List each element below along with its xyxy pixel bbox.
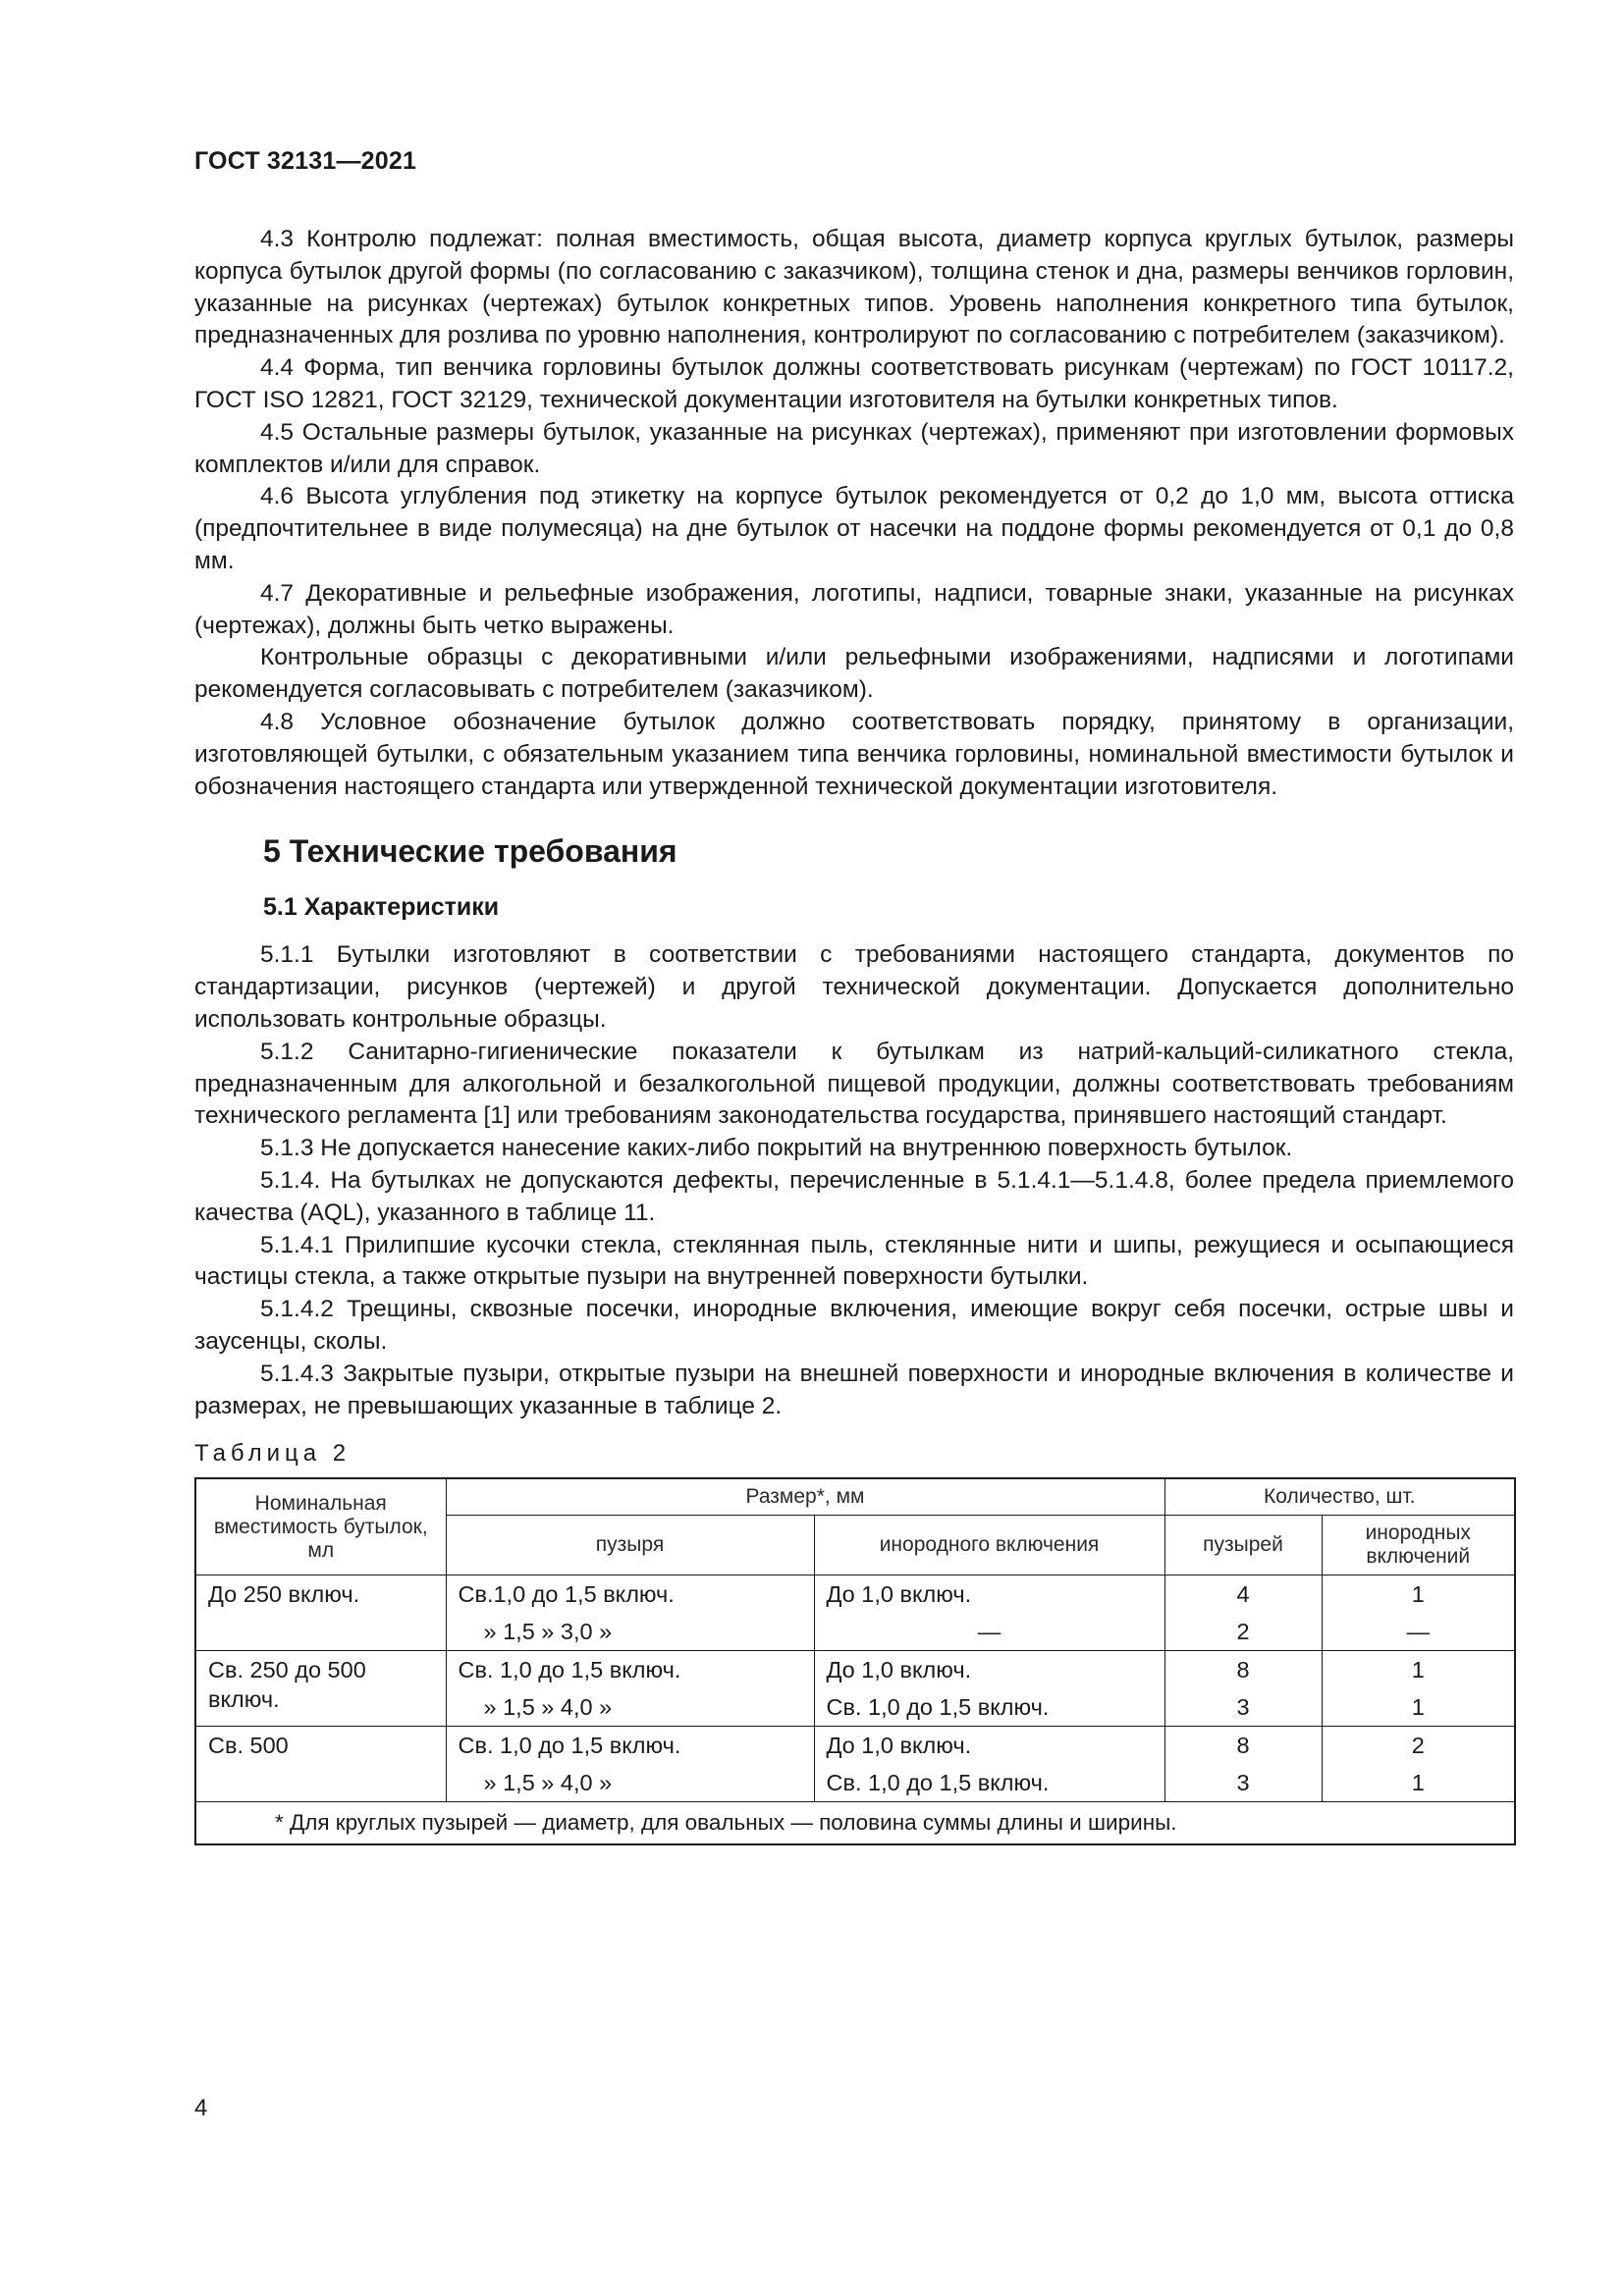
cell-bubbles-count: 2 (1164, 1613, 1322, 1651)
cell-capacity: Св. 500 (195, 1727, 446, 1802)
paragraph-4-7: 4.7 Декоративные и рельефные изображения, логотипы, надписи, товарные знаки, указанные на рисунках (чертежах), должны быть четко выражены. (194, 579, 1514, 639)
paragraph-4-5: 4.5 Остальные размеры бутылок, указанные на рисунках (чертежах), применяют при изготовлении формовых комплектов и/или для справок. (194, 418, 1514, 478)
table-caption: Таблица 2 (194, 1440, 352, 1468)
page-content (194, 224, 1514, 1845)
cell-bubbles-count: 3 (1164, 1764, 1322, 1802)
defects-table (194, 1477, 1516, 1845)
cell-inclusions-count: 1 (1322, 1764, 1515, 1802)
cell-bubble-size: » 1,5 » 3,0 » (446, 1613, 814, 1651)
table-row (195, 1575, 1515, 1614)
paragraph-4-8: 4.8 Условное обозначение бутылок должно соответствовать порядку, принятому в организации, изготовляющей бутылки, с обязательным указанием типа венчика горловины, номинальной вместимости бутылок и обозначения настоящего стандарта или утвержденной технической документации изготовителя. (194, 708, 1514, 800)
cell-inclusion-size: Св. 1,0 до 1,5 включ. (814, 1764, 1164, 1802)
paragraph-5-1-3: 5.1.3 Не допускается нанесение каких-либо покрытий на внутреннюю поверхность бутылок. (260, 1135, 1293, 1162)
paragraph-5-1-4: 5.1.4. На бутылках не допускаются дефекты, перечисленные в 5.1.4.1—5.1.4.8, более предела приемлемого качества (AQL), указанного в таблице 11. (194, 1166, 1514, 1226)
paragraph-5-1-4-3: 5.1.4.3 Закрытые пузыри, открытые пузыри на внешней поверхности и инородные включения в количестве и размерах, не превышающих указанные в таблице 2. (194, 1360, 1514, 1419)
table-row (195, 1727, 1515, 1765)
cell-capacity: Св. 250 до 500 включ. (195, 1651, 446, 1727)
paragraph-5-1-4-1: 5.1.4.1 Прилипшие кусочки стекла, стеклянная пыль, стеклянные нити и шипы, режущиеся и осыпающиеся частицы стекла, а также открытые пузыри на внутренней поверхности бутылки. (194, 1231, 1514, 1291)
header-inclusion-size: инородного включения (814, 1516, 1164, 1575)
cell-inclusion-size: Св. 1,0 до 1,5 включ. (814, 1688, 1164, 1727)
cell-bubble-size: » 1,5 » 4,0 » (446, 1764, 814, 1802)
cell-inclusion-size: До 1,0 включ. (814, 1575, 1164, 1614)
cell-bubble-size: » 1,5 » 4,0 » (446, 1688, 814, 1727)
paragraph-5-1-1: 5.1.1 Бутылки изготовляют в соответствии с требованиями настоящего стандарта, документов по стандартизации, рисунков (чертежей) и другой технической документации. Допускается дополнительно использовать контрольные образцы. (194, 941, 1514, 1033)
cell-bubbles-count: 4 (1164, 1575, 1322, 1614)
table-footnote-row (195, 1802, 1515, 1845)
section-heading-5: 5 Технические требования (263, 833, 677, 870)
cell-inclusion-size: До 1,0 включ. (814, 1651, 1164, 1689)
table-header-row (195, 1478, 1515, 1516)
header-quantity-group: Количество, шт. (1164, 1478, 1515, 1516)
cell-inclusions-count: 1 (1322, 1651, 1515, 1689)
paragraph-5-1-2: 5.1.2 Санитарно-гигиенические показатели к бутылкам из натрий-кальций-силикатного стекла, предназначенным для алкогольной и безалкогольной пищевой продукции, должны соответствовать требованиям технического регламента [1] или требованиям законодательства государства, принявшего настоящий стандарт. (194, 1038, 1514, 1130)
cell-bubbles-count: 3 (1164, 1688, 1322, 1727)
header-inclusions-count: инородных включений (1322, 1516, 1515, 1575)
cell-bubbles-count: 8 (1164, 1727, 1322, 1765)
subsection-heading-5-1: 5.1 Характеристики (263, 893, 500, 922)
cell-bubbles-count: 8 (1164, 1651, 1322, 1689)
paragraph-4-3: 4.3 Контролю подлежат: полная вместимость, общая высота, диаметр корпуса круглых бутылок, размеры корпуса бутылок другой формы (по согласованию с заказчиком), толщина стенок и дна, размеры венчиков горловин, указанные на рисунках (чертежах) бутылок конкретных типов. Уровень наполнения конкретного типа бутылок, предназначенных для розлива по уровню наполнения, контролируют по согласованию с потребителем (заказчиком). (194, 226, 1514, 349)
cell-inclusions-count: 1 (1322, 1575, 1515, 1614)
paragraph-4-6: 4.6 Высота углубления под этикетку на корпусе бутылок рекомендуется от 0,2 до 1,0 мм, высота оттиска (предпочтительнее в виде полумесяца) на дне бутылок от насечки на поддоне формы рекомендуется от 0,1 до 0,8 мм. (194, 483, 1514, 574)
cell-inclusions-count: 1 (1322, 1688, 1515, 1727)
header-size-group: Размер*, мм (446, 1478, 1164, 1516)
cell-inclusions-count: — (1322, 1613, 1515, 1651)
header-bubble-size: пузыря (446, 1516, 814, 1575)
cell-inclusion-size: — (814, 1613, 1164, 1651)
cell-inclusions-count: 2 (1322, 1727, 1515, 1765)
paragraph-5-1-4-2: 5.1.4.2 Трещины, сквозные посечки, инородные включения, имеющие вокруг себя посечки, острые швы и заусенцы, сколы. (194, 1296, 1514, 1355)
header-capacity: Номинальная вместимость бутылок, мл (195, 1478, 446, 1575)
cell-bubble-size: Св. 1,0 до 1,5 включ. (446, 1651, 814, 1689)
header-bubbles-count: пузырей (1164, 1516, 1322, 1575)
cell-capacity: До 250 включ. (195, 1575, 446, 1651)
running-header: ГОСТ 32131—2021 (194, 147, 417, 175)
cell-bubble-size: Св. 1,0 до 1,5 включ. (446, 1727, 814, 1765)
paragraph-4-7-samples: Контрольные образцы с декоративными и/или рельефными изображениями, надписями и логотипами рекомендуется согласовывать с потребителем (заказчиком). (194, 644, 1514, 704)
cell-bubble-size: Св.1,0 до 1,5 включ. (446, 1575, 814, 1614)
cell-inclusion-size: До 1,0 включ. (814, 1727, 1164, 1765)
page-number: 4 (194, 2095, 208, 2121)
table-row (195, 1651, 1515, 1689)
table-footnote: * Для круглых пузырей — диаметр, для овальных — половина суммы длины и ширины. (195, 1802, 1515, 1845)
paragraph-4-4: 4.4 Форма, тип венчика горловины бутылок должны соответствовать рисункам (чертежам) по ГОСТ 10117.2, ГОСТ ISO 12821, ГОСТ 32129, технической документации изготовителя на бутылки конкретных типов. (194, 354, 1514, 413)
